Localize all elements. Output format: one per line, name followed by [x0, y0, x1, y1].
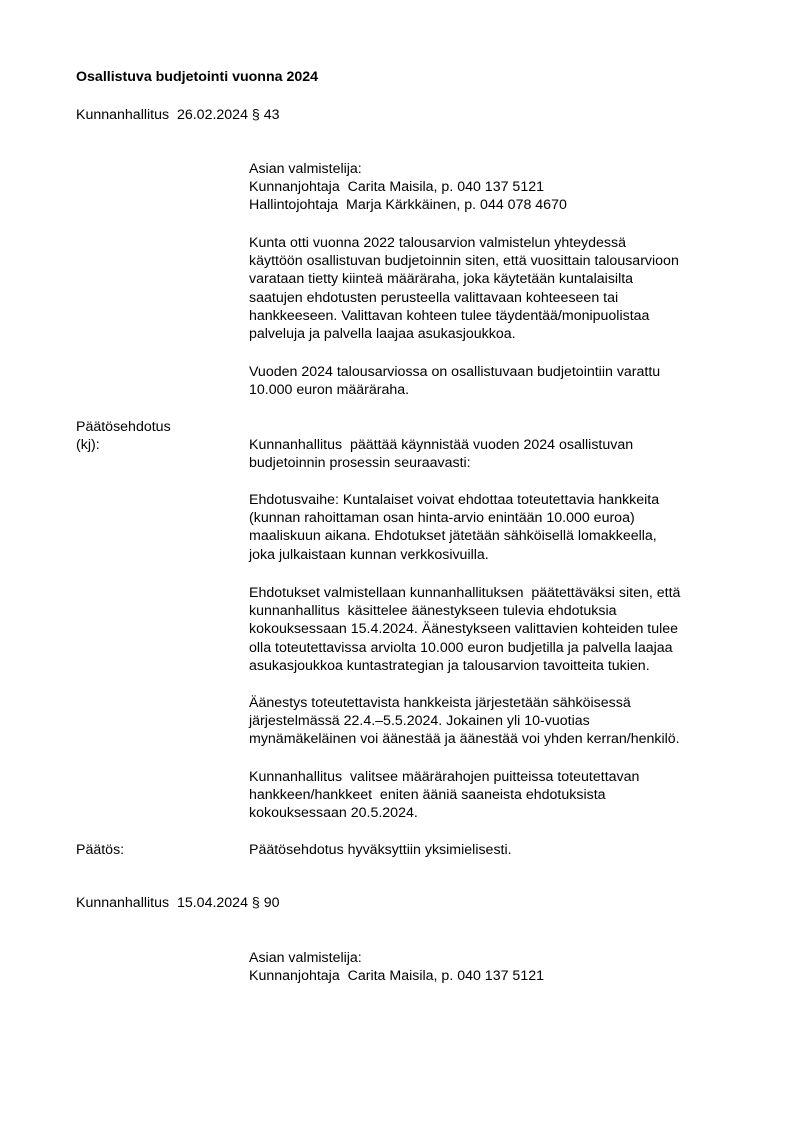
paragraph-line: saatujen ehdotusten perusteella valittavaan kohteeseen tai — [249, 289, 619, 306]
budget-paragraph — [249, 363, 660, 399]
proposal-intro — [249, 436, 633, 472]
paragraph-line: joka julkaistaan kunnan verkkosivuilla. — [249, 546, 489, 563]
paragraph-line: 10.000 euron määräraha. — [249, 382, 410, 399]
paragraph-line: Ehdotusvaihe: Kuntalaiset voivat ehdottaa toteutettavia hankkeita — [249, 492, 660, 508]
paragraph-line: maaliskuun aikana. Ehdotukset jätetään sähköisellä lomakkeella, — [249, 528, 657, 545]
decision-text: Päätösehdotus hyväksyttiin yksimielisesti. — [249, 842, 512, 858]
paragraph-line: Vuoden 2024 talousarviossa on osallistuvaan budjetointiin varattu — [249, 364, 661, 380]
paragraph-line: kunnanhallitus käsittelee äänestykseen tulevia ehdotuksia — [249, 603, 617, 620]
decision-label: Päätös: — [76, 842, 125, 858]
paragraph-line: järjestelmässä 22.4.–5.5.2024. Jokainen yli 10-vuotias — [249, 713, 590, 730]
preparer-line: Kunnanjohtaja Carita Maisila, p. 040 137 5121 — [249, 179, 544, 196]
paragraph-line: budjetoinnin prosessin seuraavasti: — [249, 455, 471, 472]
paragraph-line: mynämäkeläinen voi äänestää ja äänestää voi yhden kerran/henkilö. — [249, 731, 680, 748]
proposal-label-line: (kj): — [76, 437, 100, 454]
meeting-header: Kunnanhallitus 15.04.2024 § 90 — [76, 895, 280, 911]
paragraph-line: Kunnanhallitus päättää käynnistää vuoden 2024 osallistuvan — [249, 437, 634, 453]
decision-text-block — [249, 841, 512, 859]
proposal-vote-paragraph — [249, 694, 680, 749]
paragraph-line: varataan tietty kiinteä määräraha, joka käytetään kuntalaisilta — [249, 271, 634, 288]
preparers-section — [249, 949, 544, 985]
paragraph-line: Ehdotukset valmistellaan kunnanhallituksen päätettäväksi siten, että — [249, 585, 681, 601]
paragraph-line: olla toteutettavissa arviolta 10.000 euron budjetilla ja palvella laajaa — [249, 639, 673, 656]
preparer-line: Hallintojohtaja Marja Kärkkäinen, p. 044 078 4670 — [249, 197, 567, 214]
paragraph-line: kokouksessaan 15.4.2024. Äänestykseen valittavien kohteiden tulee — [249, 621, 679, 638]
proposal-select-paragraph — [249, 768, 639, 823]
paragraph-line: Äänestys toteutettavista hankkeista järjestetään sähköisessä — [249, 695, 631, 711]
paragraph-line: (kunnan rahoittaman osan hinta-arvio enintään 10.000 euroa) — [249, 510, 635, 527]
document-title: Osallistuva budjetointi vuonna 2024 — [76, 69, 319, 85]
paragraph-line: kokouksessaan 20.5.2024. — [249, 805, 418, 822]
paragraph-line: Kunta otti vuonna 2022 talousarvion valmistelun yhteydessä — [249, 235, 626, 251]
proposal-phase-paragraph — [249, 491, 659, 564]
paragraph-line: hankkeeseen. Valittavan kohteen tulee täydentää/monipuolistaa — [249, 307, 650, 324]
paragraph-line: käyttöön osallistuvan budjetoinnin siten, että vuosittain talousarvioon — [249, 253, 679, 270]
paragraph-line: palveluja ja palvella laajaa asukasjoukkoa. — [249, 325, 516, 342]
proposal-label — [76, 418, 171, 454]
proposal-label-line: Päätösehdotus — [76, 419, 171, 435]
paragraph-line: asukasjoukkoa kuntastrategian ja talousarvion tavoitteita tukien. — [249, 657, 650, 674]
paragraph-line: hankkeen/hankkeet eniten ääniä saaneista ehdotuksista — [249, 787, 606, 804]
preparers-label: Asian valmistelija: — [249, 161, 362, 177]
proposal-prep-paragraph — [249, 584, 680, 675]
preparers-section — [249, 160, 567, 215]
meeting-header: Kunnanhallitus 26.02.2024 § 43 — [76, 107, 280, 123]
background-paragraph — [249, 234, 679, 343]
paragraph-line: Kunnanhallitus valitsee määrärahojen puitteissa toteutettavan — [249, 769, 640, 785]
preparers-label: Asian valmistelija: — [249, 950, 362, 966]
preparer-line: Kunnanjohtaja Carita Maisila, p. 040 137 5121 — [249, 968, 544, 985]
